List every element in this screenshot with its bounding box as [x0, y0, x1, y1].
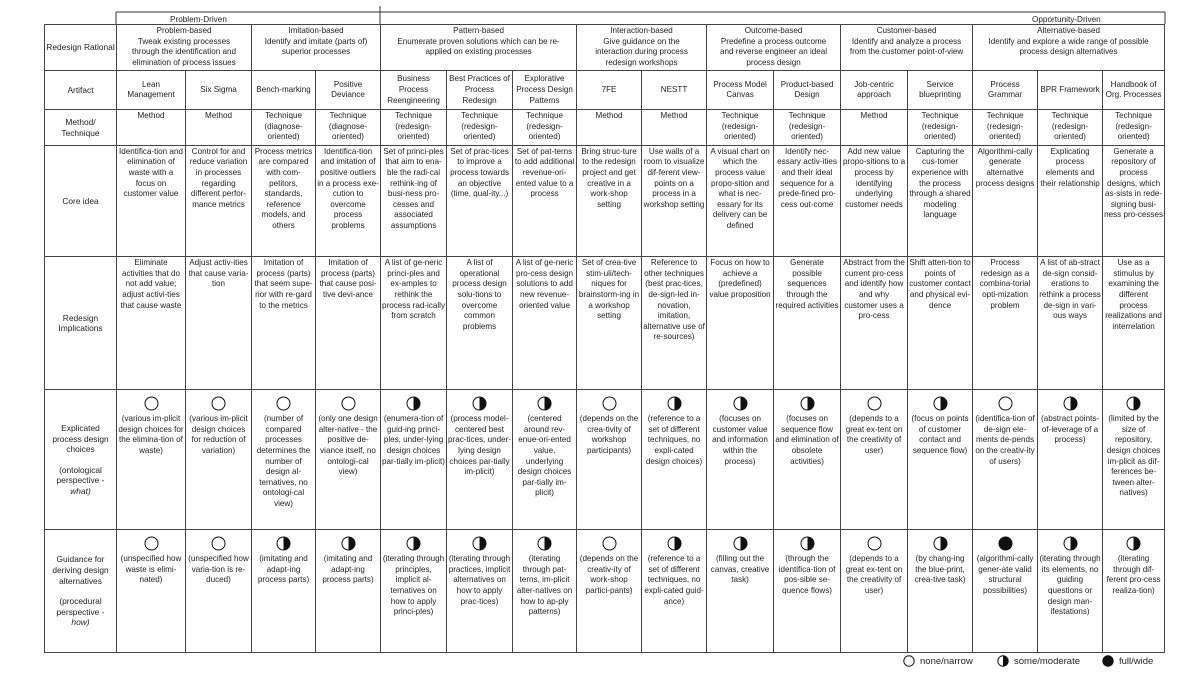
legend-none — [903, 655, 973, 667]
implications-cell: Reference to other techniques (best prac-tices, de-sign-led in-novation, imitation, alternative use of re-sources) — [642, 257, 707, 390]
method-cell: Method — [186, 110, 252, 146]
explicated-text: (abstract points-of-leverage of a process) — [1041, 414, 1100, 445]
implications-cell: Process redesign as a combina-torial opti-mization problem — [973, 257, 1038, 390]
method-cell: Technique (redesign-oriented) — [707, 110, 774, 146]
empty-circle-icon — [903, 655, 915, 667]
implications-cell: A list of operational process design solu-tions to overcome common problems — [447, 257, 513, 390]
explicated-cell — [908, 390, 973, 530]
method-cell: Technique (redesign-oriented) — [774, 110, 841, 146]
category-cell — [973, 25, 1165, 71]
category-cell — [577, 25, 707, 71]
row-label-artifact: Artifact — [45, 71, 117, 110]
guidance-cell — [447, 530, 513, 653]
core-idea-cell: Identify nec-essary activ-ities and their ideal sequence for a prede-fined pro-cess out-come — [774, 145, 841, 256]
category-cell — [841, 25, 973, 71]
explicated-text: (only one design alter-native - the positive de-viance itself, no ontologi-cal view) — [318, 414, 378, 477]
explicated-text: (depends to a great ex-tent on the creativity of user) — [845, 414, 903, 455]
row-label-method: Method/ Technique — [45, 110, 117, 146]
category-description: Enumerate proven solutions which can be re-applied on existing processes — [397, 36, 560, 57]
row-label-rationale: Redesign Rational — [45, 25, 117, 71]
rating-none-icon — [867, 536, 882, 551]
category-title: Problem-based — [156, 26, 212, 35]
rating-some-icon — [667, 396, 682, 411]
guidance-cell — [252, 530, 316, 653]
rating-some-icon — [800, 536, 815, 551]
method-cell: Method — [841, 110, 908, 146]
rating-some-icon — [537, 536, 552, 551]
implications-cell: A list of ab-stract de-sign consid-erations to rethink a process de-sign in vari-ous ways — [1038, 257, 1103, 390]
row-label-part: (procedural perspective - — [56, 596, 105, 617]
core-idea-cell: Process metrics are compared with com-petitors, standards, reference models, and others — [252, 145, 316, 256]
rating-some-icon — [1126, 536, 1141, 551]
explicated-text: (number of compared processes determines the number of design al-ternatives, no ontologi-cal view) — [256, 414, 311, 508]
full-circle-icon — [1102, 655, 1114, 667]
guidance-text: (through the identifica-tion of pos-sible se-quence flows) — [778, 554, 836, 596]
core-idea-cell: Set of princi-ples that aim to ena-ble the radi-cal rethink-ing of busi-ness pro-cesses and associated assumptions — [381, 145, 447, 256]
guidance-cell — [707, 530, 774, 653]
row-label-part: how) — [71, 617, 90, 628]
rating-none-icon — [276, 396, 291, 411]
guidance-cell — [117, 530, 186, 653]
guidance-cell — [186, 530, 252, 653]
legend — [900, 654, 1170, 670]
rating-some-icon — [341, 536, 356, 551]
guidance-cell — [841, 530, 908, 653]
artifact-cell: NESTT — [642, 71, 707, 110]
method-cell: Method — [117, 110, 186, 146]
guidance-text: (depends to a great ex-tent on the creativity of user) — [845, 554, 903, 596]
implications-cell: Shift atten-tion to points of customer contact and physical evi-dence — [908, 257, 973, 390]
guidance-cell — [381, 530, 447, 653]
method-cell: Technique (redesign-oriented) — [908, 110, 973, 146]
artifact-cell: BPR Framework — [1038, 71, 1103, 110]
category-title: Pattern-based — [453, 26, 504, 35]
category-title: Alternative-based — [1037, 26, 1101, 35]
method-cell: Technique (redesign-oriented) — [973, 110, 1038, 146]
explicated-cell — [707, 390, 774, 530]
core-idea-cell: Explicating process elements and their relationship — [1038, 145, 1103, 256]
rating-some-icon — [1063, 396, 1078, 411]
explicated-text: (centered around rev-enue-ori-ented value, underlying design choices par-tially im-plicit) — [517, 414, 572, 498]
method-cell: Technique (redesign-oriented) — [513, 110, 577, 146]
artifact-cell: Job-centric approach — [841, 71, 908, 110]
row-label-explicated — [45, 390, 117, 530]
row-label-part: Guidance for deriving design alternatives — [52, 554, 109, 586]
half-circle-icon — [997, 655, 1009, 667]
explicated-cell — [513, 390, 577, 530]
explicated-text: (limited by the size of repository, design choices im-plicit as dif-ferences be-tween alter-natives) — [1106, 414, 1161, 498]
rating-some-icon — [276, 536, 291, 551]
artifact-cell: Positive Deviance — [316, 71, 381, 110]
guidance-text: (unspecified how waste is elimi-nated) — [120, 554, 182, 585]
category-cell — [117, 25, 252, 71]
explicated-cell — [252, 390, 316, 530]
core-idea-cell: Generate a repository of process designs, which as-sists in rede-signing busi-ness pro-cesses — [1103, 145, 1165, 256]
core-idea-cell: Identifica-tion and elimination of waste with a focus on customer value — [117, 145, 186, 256]
guidance-text: (imitating and adapt-ing process parts) — [322, 554, 374, 585]
explicated-cell — [841, 390, 908, 530]
artifact-cell: Handbook of Org. Processes — [1103, 71, 1165, 110]
guidance-text: (filling out the canvas, creative task) — [710, 554, 770, 585]
explicated-cell — [642, 390, 707, 530]
artifact-cell: Process Grammar — [973, 71, 1038, 110]
guidance-text: (by chang-ing the blue-print, crea-tive task) — [914, 554, 966, 585]
opportunity-driven-label: Opportunity-Driven — [1032, 15, 1101, 24]
legend-full-label: full/wide — [1119, 655, 1154, 667]
rating-some-icon — [733, 536, 748, 551]
artifact-cell: Lean Management — [117, 71, 186, 110]
core-idea-cell: Set of prac-tices to improve a process towards an objective (time, qual-ity...) — [447, 145, 513, 256]
category-cell — [381, 25, 577, 71]
method-cell: Method — [577, 110, 642, 146]
guidance-cell — [513, 530, 577, 653]
category-cell — [252, 25, 381, 71]
category-description: Give guidance on the interaction during process redesign workshops — [595, 36, 688, 67]
method-cell: Technique (redesign-oriented) — [1038, 110, 1103, 146]
implications-cell: Focus on how to achieve a (predefined) value proposition — [707, 257, 774, 390]
explicated-cell — [117, 390, 186, 530]
core-idea-cell: Capturing the cus-tomer experience with the process through a shared modeling language — [908, 145, 973, 256]
implications-cell: Eliminate activities that do not add value; adjust activi-ties that cause waste — [117, 257, 186, 390]
method-cell: Technique (diagnose-oriented) — [316, 110, 381, 146]
implications-cell: Adjust activ-ities that cause varia-tion — [186, 257, 252, 390]
rating-some-icon — [406, 536, 421, 551]
explicated-cell — [447, 390, 513, 530]
implications-cell: Use as a stimulus by examining the different process realizations and interrelation — [1103, 257, 1165, 390]
row-label-part: Explicated process design choices — [52, 422, 109, 455]
core-idea-cell: Bring struc-ture to the redesign project and get creative in a work-shop setting — [577, 145, 642, 256]
explicated-text: (identifica-tion of de-sign ele-ments de-pends on the creativ-ity of users) — [975, 414, 1035, 466]
rating-none-icon — [602, 396, 617, 411]
guidance-text: (reference to a set of different techniques, no expli-cated guid-ance) — [644, 554, 704, 606]
explicated-text: (process model-centered best prac-tices, under-lying design choices par-tially im-plicit) — [448, 414, 512, 477]
explicated-text: (focuses on customer value and information within the process) — [712, 414, 768, 466]
method-cell: Technique (diagnose-oriented) — [252, 110, 316, 146]
guidance-cell — [1103, 530, 1165, 653]
legend-full — [1102, 655, 1153, 667]
explicated-cell — [186, 390, 252, 530]
rating-none-icon — [144, 396, 159, 411]
category-description: Predefine a process outcome and reverse engineer an ideal process design — [720, 36, 828, 67]
explicated-cell — [1038, 390, 1103, 530]
method-cell: Method — [642, 110, 707, 146]
row-label-core: Core idea — [45, 145, 117, 256]
artifact-cell: 7FE — [577, 71, 642, 110]
implications-cell: A list of ge-neric pro-cess design solutions to add new revenue-oriented value — [513, 257, 577, 390]
implications-cell: Set of crea-tive stim-uli/tech-niques for brainstorm-ing in a workshop setting — [577, 257, 642, 390]
category-title: Interaction-based — [610, 26, 673, 35]
guidance-cell — [1038, 530, 1103, 653]
row-label-guidance — [45, 530, 117, 653]
guidance-cell — [316, 530, 381, 653]
category-title: Imitation-based — [288, 26, 344, 35]
core-idea-cell: Control for and reduce variation in processes regarding different perfor-mance metrics — [186, 145, 252, 256]
problem-driven-label: Problem-Driven — [170, 15, 227, 24]
rating-some-icon — [537, 396, 552, 411]
explicated-text: (depends on the crea-tivity of workshop participants) — [579, 414, 639, 455]
method-cell: Technique (redesign-oriented) — [447, 110, 513, 146]
rating-none-icon — [998, 396, 1013, 411]
category-description: Identify and imitate (parts of) superior processes — [264, 36, 368, 57]
guidance-text: (iterating through its elements, no guiding questions or design man-ifestations) — [1039, 554, 1101, 617]
explicated-cell — [577, 390, 642, 530]
row-label-part: (ontological perspective - — [56, 464, 105, 486]
guidance-text: (unspecified how varia-tion is re-duced) — [188, 554, 249, 585]
method-cell: Technique (redesign-oriented) — [381, 110, 447, 146]
explicated-cell — [774, 390, 841, 530]
rating-none-icon — [211, 536, 226, 551]
rating-none-icon — [211, 396, 226, 411]
guidance-cell — [908, 530, 973, 653]
core-idea-cell: Use walls of a room to visualize dif-ferent view-points on a process in a workshop setting — [642, 145, 707, 256]
guidance-text: (algorithmi-cally gener-ate valid structural possibilities) — [976, 554, 1034, 596]
rating-none-icon — [867, 396, 882, 411]
category-cell — [707, 25, 841, 71]
core-idea-cell: Add new value propo-sitions to a process by identifying underlying customer needs — [841, 145, 908, 256]
artifact-cell: Six Sigma — [186, 71, 252, 110]
artifact-cell: Service blueprinting — [908, 71, 973, 110]
guidance-text: (iterating through practices, implicit alternatives on how to apply prac-tices) — [448, 554, 511, 606]
core-idea-cell: A visual chart on which the process value propo-sition and what is nec-essary for its delivery can be defined — [707, 145, 774, 256]
rating-some-icon — [1126, 396, 1141, 411]
row-label-implications: Redesign Implications — [45, 257, 117, 390]
implications-cell: Abstract from the current pro-cess and identify how and why customer uses a pro-cess — [841, 257, 908, 390]
implications-cell: Generate possible sequences through the required activities — [774, 257, 841, 390]
rating-none-icon — [144, 536, 159, 551]
rating-some-icon — [406, 396, 421, 411]
rating-some-icon — [800, 396, 815, 411]
explicated-text: (reference to a set of different techniques, no expli-cated design choices) — [645, 414, 703, 466]
artifact-cell: Explorative Process Design Patterns — [513, 71, 577, 110]
artifact-cell: Best Practices of Process Redesign — [447, 71, 513, 110]
guidance-cell — [642, 530, 707, 653]
category-title: Customer-based — [876, 26, 937, 35]
rating-full-icon — [998, 536, 1013, 551]
explicated-cell — [973, 390, 1038, 530]
guidance-text: (iterating through principles, implicit al-ternatives on how to apply princi-ples) — [382, 554, 445, 617]
guidance-text: (imitating and adapt-ing process parts) — [257, 554, 310, 585]
core-idea-cell: Algorithmi-cally generate alternative process designs — [973, 145, 1038, 256]
core-idea-cell: Set of pat-terns to add additional revenue-ori-ented value to a process — [513, 145, 577, 256]
explicated-text: (enumera-tion of guid-ing princi-ples, under-lying design choices par-tially im-plicit) — [382, 414, 446, 466]
rating-some-icon — [472, 536, 487, 551]
rating-some-icon — [933, 396, 948, 411]
category-description: Identify and analyze a process from the customer point-of-view — [849, 36, 964, 57]
rating-some-icon — [733, 396, 748, 411]
rating-some-icon — [1063, 536, 1078, 551]
explicated-text: (various im-plicit design choices for the elimina-tion of waste) — [118, 414, 184, 455]
guidance-text: (iterating through pat-terns, im-plicit alter-natives on how to ap-ply patterns) — [516, 554, 573, 617]
legend-some — [997, 655, 1080, 667]
implications-cell: Imitation of process (parts) that cause posi-tive devi-ance — [316, 257, 381, 390]
implications-cell: Imitation of process (parts) that seem supe-rior with re-gard to the metrics — [252, 257, 316, 390]
explicated-text: (various im-plicit design choices for reduction of variation) — [189, 414, 248, 455]
explicated-text: (focuses on sequence flow and elimination of obsolete activities) — [775, 414, 839, 466]
explicated-text: (focus on points of customer contact and sequence flow) — [911, 414, 969, 455]
row-label-part: what) — [70, 485, 91, 496]
artifact-cell: Process Model Canvas — [707, 71, 774, 110]
rating-some-icon — [933, 536, 948, 551]
guidance-cell — [973, 530, 1038, 653]
core-idea-cell: Identifica-tion and imitation of positive outliers in a process exe-cution to overcome process problems — [316, 145, 381, 256]
guidance-cell — [774, 530, 841, 653]
category-description: Identify and explore a wide range of possible process design alternatives — [988, 36, 1149, 57]
method-cell: Technique (redesign-oriented) — [1103, 110, 1165, 146]
rating-none-icon — [602, 536, 617, 551]
comparison-table — [44, 24, 1165, 653]
guidance-text: (depends on the creativ-ity of work-shop partici-pants) — [579, 554, 639, 596]
legend-some-label: some/moderate — [1014, 655, 1081, 667]
guidance-cell — [577, 530, 642, 653]
artifact-cell: Business Process Reengineering — [381, 71, 447, 110]
rating-none-icon — [341, 396, 356, 411]
artifact-cell: Bench-marking — [252, 71, 316, 110]
guidance-text: (iterating through dif-ferent pro-cess realiza-tion) — [1106, 554, 1161, 596]
implications-cell: A list of ge-neric princi-ples and ex-amples to rethink the process rad-ically from scratch — [381, 257, 447, 390]
rating-some-icon — [472, 396, 487, 411]
rating-some-icon — [667, 536, 682, 551]
explicated-cell — [316, 390, 381, 530]
legend-none-label: none/narrow — [920, 655, 973, 667]
explicated-cell — [1103, 390, 1165, 530]
category-description: Tweak existing processes through the identification and elimination of process issues — [132, 36, 236, 67]
artifact-cell: Product-based Design — [774, 71, 841, 110]
explicated-cell — [381, 390, 447, 530]
category-title: Outcome-based — [744, 26, 803, 35]
